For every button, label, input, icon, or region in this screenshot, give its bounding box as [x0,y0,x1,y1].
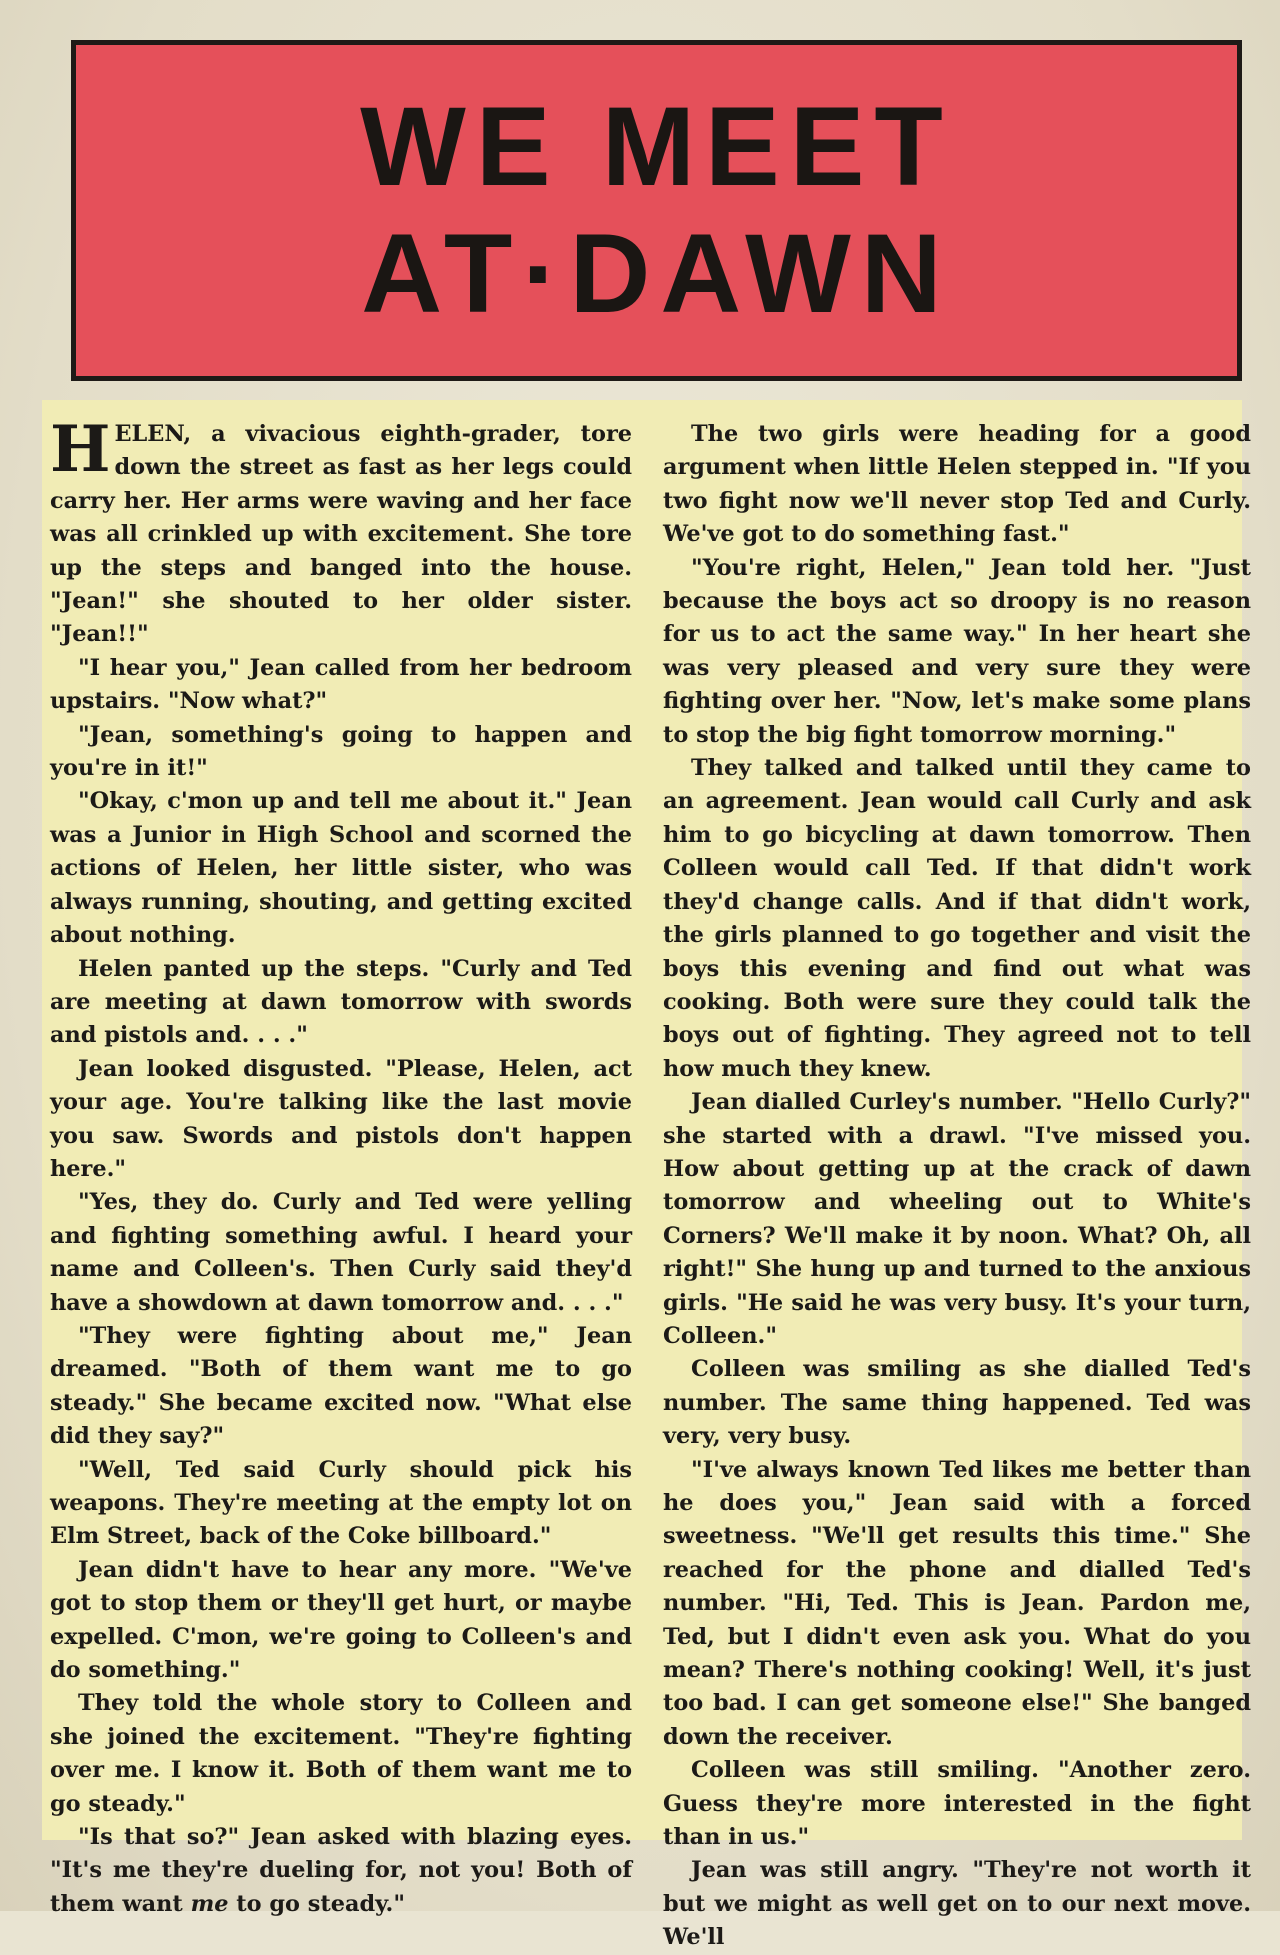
paragraph: "You're right, Helen," Jean told her. "Just because the boys act so droopy is no reason for us to act the same way." In her heart she was very pleased and very sure they were fighting over her. "Now, let's make some plans to stop the big fight tomorrow morning." [663,554,1251,748]
title-panel [71,40,1242,381]
paragraph: Jean didn't have to hear any more. "We've got to stop them or they'll get hurt, or maybe expelled. C'mon, we're going to Colleen's and do something." [50,1556,632,1684]
paragraph: "Yes, they do. Curly and Ted were yelling and fighting something awful. I heard your name and Colleen's. Then Curly said they'd have a showdown at dawn tomorrow and. . . ." [50,1189,632,1316]
drop-cap: H [50,412,111,487]
paragraph: Colleen was smiling as she dialled Ted's number. The same thing happened. Ted was very, very busy. [663,1356,1251,1450]
paragraph [50,412,632,652]
paragraph: "They were fighting about me," Jean dreamed. "Both of them want me to go steady." She became excited now. "What else did they say?" [50,1322,632,1450]
right-column [663,418,1251,1955]
left-column [50,412,632,1921]
paragraph: Colleen was still smiling. "Another zero. Guess they're more interested in the fight than in us." [663,1757,1251,1851]
title-line-2: AT·DAWN [361,210,952,336]
paragraph-text: to go steady." [228,1890,406,1917]
paragraph [50,1821,632,1921]
paragraph-text: want [122,1890,191,1917]
story-text-area [42,400,1251,1951]
paragraph: "I hear you," Jean called from her bedroom upstairs. "Now what?" [50,654,632,715]
paragraph: Helen panted up the steps. "Curly and Ted are meeting at dawn tomorrow with swords and pistols and. . . ." [50,955,632,1049]
paragraph: Jean was still angry. "They're not worth it but we might as well get on to our next move. We'll [663,1857,1251,1951]
paragraph: They talked and talked until they came to an agreement. Jean would call Curly and ask him to go bicycling at dawn tomorrow. Then Colleen would call Ted. If that didn't work they'd change calls. And if that didn't work, the girls planned to go together and visit the boys this evening and find out what was cooking. Both were sure they could talk the boys out of fighting. They agreed not to tell how much they knew. [663,755,1251,1082]
paragraph: "Okay, c'mon up and tell me about it." Jean was a Junior in High School and scorned the actions of Helen, her little sister, who was always running, shouting, and getting excited about nothing. [50,788,632,949]
paragraph: "Jean, something's going to happen and you're in it!" [50,721,632,782]
paragraph: "Well, Ted said Curly should pick his weapons. They're meeting at the empty lot on Elm Street, back of the Coke billboard." [50,1456,632,1550]
paragraph: Jean dialled Curley's number. "Hello Curly?" she started with a drawl. "I've missed you. How about getting up at the crack of dawn tomorrow and wheeling out to White's Corners? We'll make it by noon. What? Oh, all right!" She hung up and turned to the anxious girls. "He said he was very busy. It's your turn, Colleen." [663,1089,1251,1349]
title-line-1: WE MEET [360,83,953,209]
paragraph: "I've always known Ted likes me better than he does you," Jean said with a forced sweetness. "We'll get results this time." She reached for the phone and dialled Ted's number. "Hi, Ted. This is Jean. Pardon me, Ted, but I didn't even ask you. What do you mean? There's nothing cooking! Well, it's just too bad. I can get someone else!" She banged down the receiver. [663,1456,1251,1750]
paragraph: The two girls were heading for a good argument when little Helen stepped in. "If you two fight now we'll never stop Ted and Curly. We've got to do something fast." [663,421,1251,548]
paragraph-text: "Is that so?" Jean asked with blazing eyes. "It's me they're dueling for, not you! Both of them [50,1824,632,1917]
emphasis-text: me [190,1890,229,1917]
paragraph-text: ELEN, a vivacious eighth-grader, tore down the street as fast as her legs could carry her. Her arms were waving and her face was all crinkled up with excitement. She tore up the steps and banged into the house. "Jean!" she shouted to her older sister. "Jean!!" [50,421,632,648]
paragraph: Jean looked disgusted. "Please, Helen, act your age. You're talking like the last movie you saw. Swords and pistols don't happen here." [50,1055,632,1182]
paragraph: They told the whole story to Colleen and she joined the excitement. "They're fighting over me. I know it. Both of them want me to go steady." [50,1690,632,1817]
